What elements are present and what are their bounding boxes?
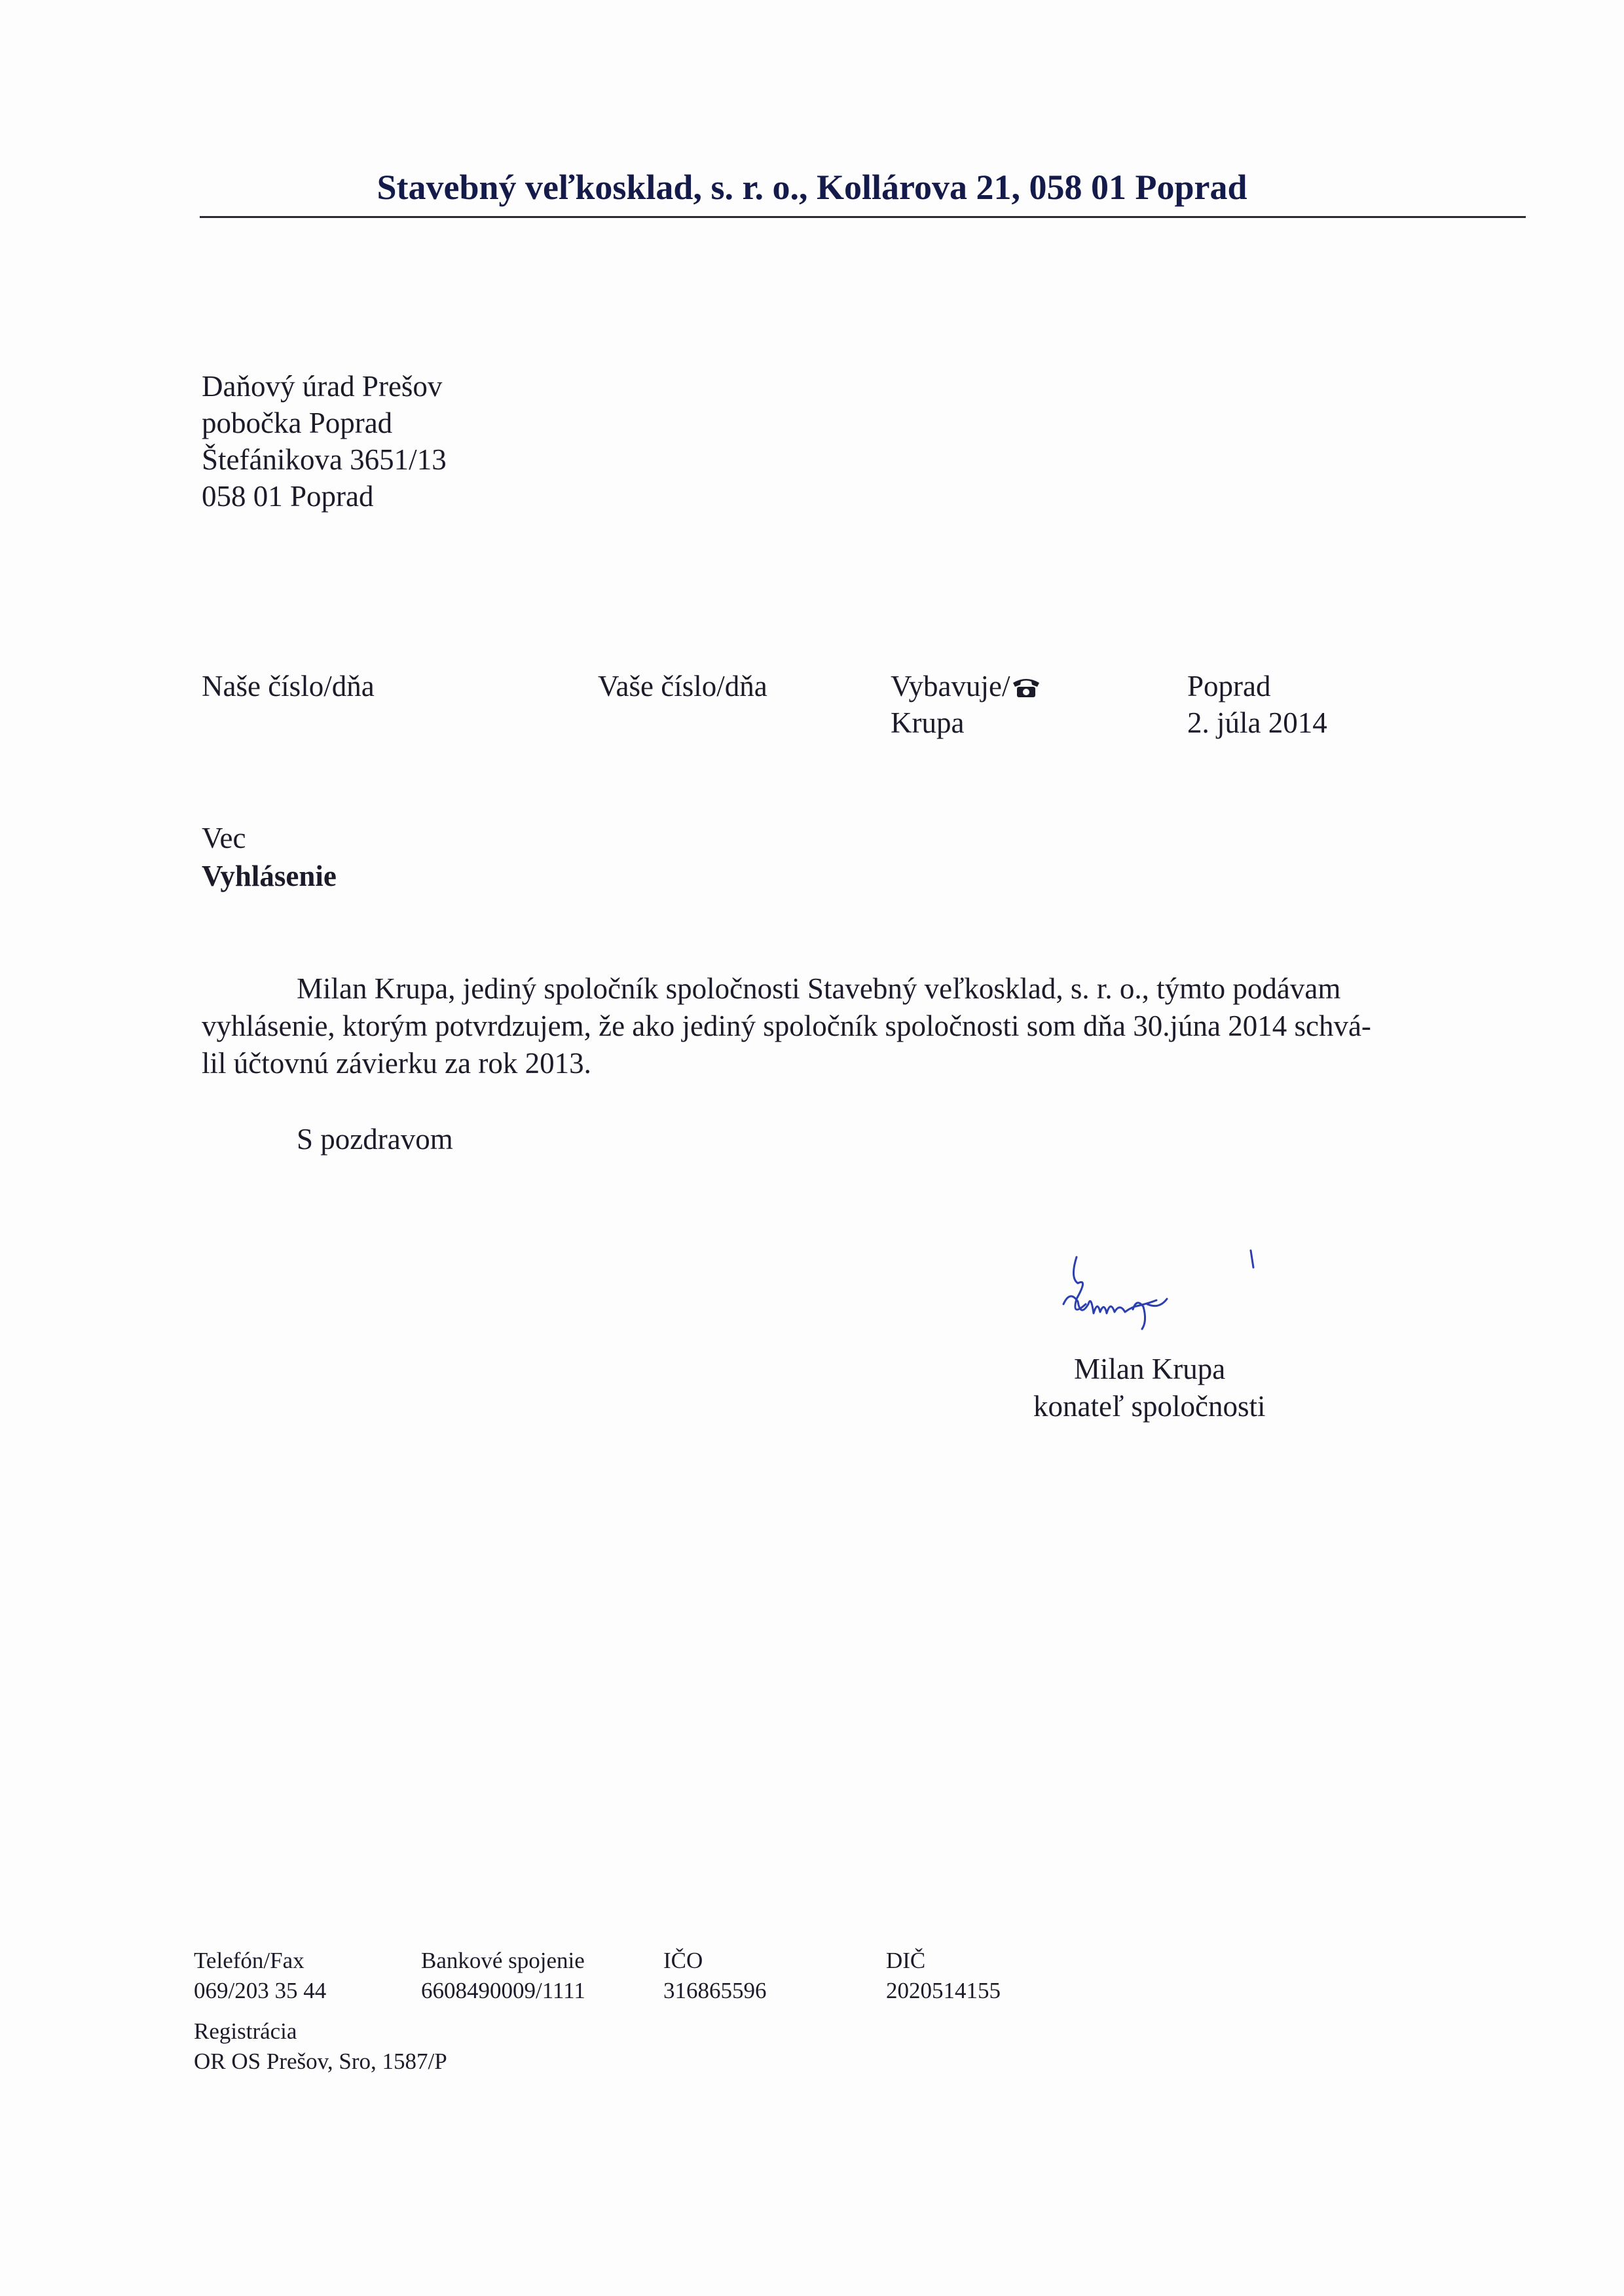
footer-bank-label: Bankové spojenie: [421, 1948, 585, 1973]
recipient-line: pobočka Poprad: [202, 407, 393, 439]
handled-by-value: Krupa: [891, 706, 965, 739]
recipient-line: 058 01 Poprad: [202, 480, 374, 513]
signer-name: Milan Krupa: [1074, 1353, 1226, 1385]
footer-dic-label: DIČ: [886, 1948, 926, 1973]
letter-place: Poprad: [1187, 670, 1271, 702]
letter-date: 2. júla 2014: [1187, 706, 1327, 739]
subject-title: Vyhlásenie: [202, 860, 337, 892]
our-reference-label: Naše číslo/dňa: [202, 670, 375, 702]
handwritten-signature: [1048, 1244, 1270, 1358]
footer-dic-value: 2020514155: [886, 1978, 1001, 2003]
recipient-address: [202, 368, 447, 515]
footer-registration-value: OR OS Prešov, Sro, 1587/P: [194, 2049, 447, 2074]
footer-registration-label: Registrácia: [194, 2018, 297, 2044]
footer-bank-value: 6608490009/1111: [421, 1978, 585, 2003]
greeting: S pozdravom: [297, 1123, 453, 1156]
letterhead-company: Stavebný veľkosklad, s. r. o., Kollárova 21, 058 01 Poprad: [377, 168, 1247, 207]
subject-label: Vec: [202, 822, 246, 854]
body-paragraph: [202, 970, 1502, 1082]
recipient-line: Štefánikova 3651/13: [202, 443, 447, 476]
footer-phone-label: Telefón/Fax: [194, 1948, 304, 1973]
body-line: Milan Krupa, jediný spoločník spoločnosti Stavebný veľkosklad, s. r. o., týmto podávam: [297, 972, 1341, 1005]
letterhead-divider: [200, 216, 1526, 218]
handled-by-label: [891, 668, 1041, 707]
footer-ico-value: 316865596: [663, 1978, 767, 2003]
handled-by-text: Vybavuje/: [891, 670, 1010, 702]
telephone-icon: [1011, 670, 1041, 707]
recipient-line: Daňový úrad Prešov: [202, 370, 443, 403]
footer-phone-value: 069/203 35 44: [194, 1978, 327, 2003]
signer-role: konateľ spoločnosti: [1033, 1390, 1266, 1423]
footer-ico-label: IČO: [663, 1948, 703, 1973]
your-reference-label: Vaše číslo/dňa: [598, 670, 767, 702]
body-line: lil účtovnú závierku za rok 2013.: [202, 1047, 591, 1080]
body-line: vyhlásenie, ktorým potvrdzujem, že ako jediný spoločník spoločnosti som dňa 30.júna 2014 schvá-: [202, 1010, 1371, 1042]
